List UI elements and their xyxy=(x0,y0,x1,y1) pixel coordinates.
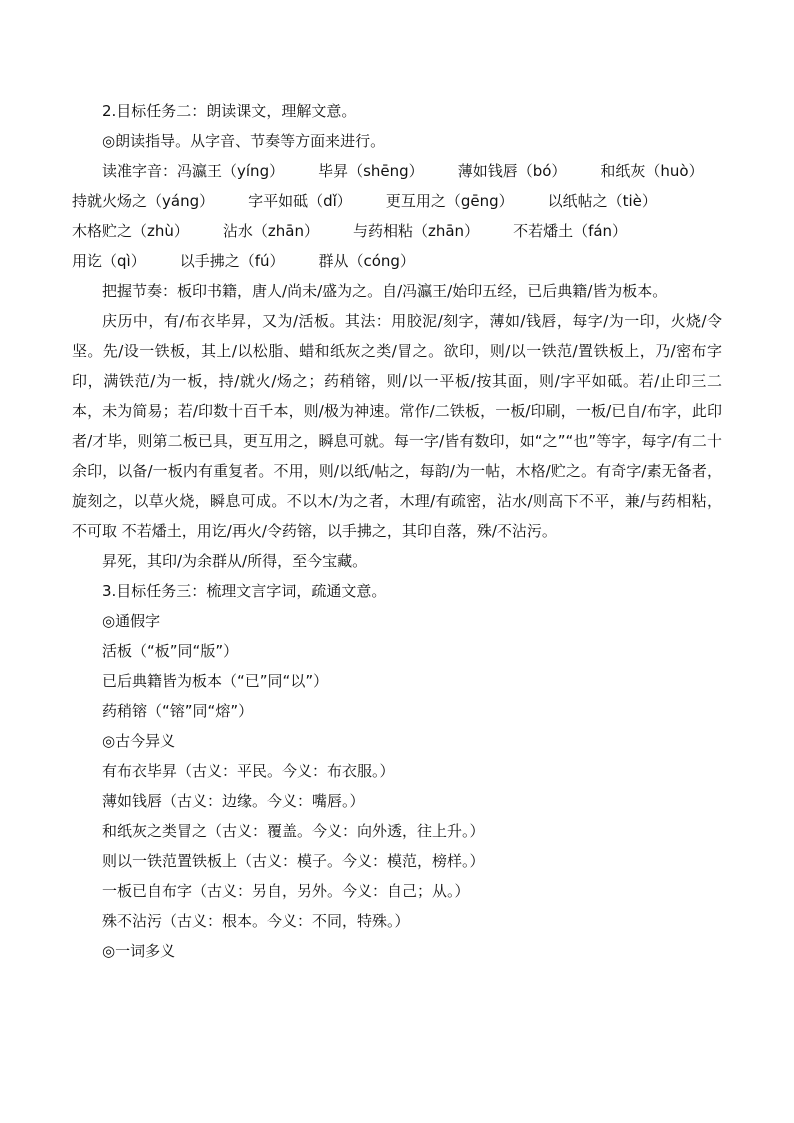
rhythm-label: 把握节奏： xyxy=(102,282,178,300)
list-item: 活板（“板”同“版”） xyxy=(102,642,239,660)
pronunciation-row-4 xyxy=(72,246,722,276)
rhythm-text: 板印书籍，唐人/尚未/盛为之。自/冯瀛王/始印五经，已后典籍/皆为板本。 xyxy=(177,282,668,300)
tongjia-title: ◎通假字 xyxy=(102,612,161,630)
pronunciation-item: 字平如砥（dǐ） xyxy=(248,192,352,210)
pronunciation-item: 群从（cóng） xyxy=(318,252,415,270)
pronunciation-item: 更互用之（gēng） xyxy=(385,192,514,210)
list-item: 药稍镕（“镕”同“熔”） xyxy=(102,702,254,720)
list-item: 和纸灰之类冒之（古义：覆盖。今义：向外透，往上升。） xyxy=(102,822,485,840)
pronunciation-item: 不若燔土（fán） xyxy=(513,222,628,240)
task3-heading: 3.目标任务三：梳理文言字词，疏通文意。 xyxy=(102,582,387,600)
pronunciation-item: 沾水（zhān） xyxy=(222,222,319,240)
pronunciation-item: 木格贮之（zhù） xyxy=(72,222,189,240)
pronunciation-item: 以纸帖之（tiè） xyxy=(547,192,657,210)
list-item: 殊不沾污（古义：根本。今义：不同，特殊。） xyxy=(102,912,410,930)
list-item: 已后典籍皆为板本（“已”同“以”） xyxy=(102,672,329,690)
pronunciation-item: 持就火炀之（yáng） xyxy=(72,192,215,210)
gujin-title: ◎古今异义 xyxy=(102,732,176,750)
pronunciation-item: 以手拂之（fú） xyxy=(179,252,285,270)
main-passage: 庆历中，有/布衣毕昇，又为/活板。其法：用胶泥/刻字，薄如/钱唇，每字/为一印，火烧/令坚。先/设一铁板，其上/以松脂、蜡和纸灰之类/冒之。欲印，则/以一铁范/置铁板上，乃/密布字印，满铁范/为一板，持/就火/炀之；药稍镕，则/以一平板/按其面，则/字平如砥。若/止印三二本，未为简易；若/印数十百千本，则/极为神速。常作/二铁板，一板/印刷，一板/已自/布字，此印者/才毕，则第二板已具，更互用之，瞬息可就。每一字/皆有数印，如“之”“也”等字，每字/有二十余印，以备/一板内有重复者。不用，则/以纸/帖之，每韵/为一帖，木格/贮之。有奇字/素无备者，旋刻之，以草火烧，瞬息可成。不以木/为之者，木理/有疏密，沾水/则高下不平，兼/与药相粘，不可取 不若燔土，用讫/再火/令药镕，以手拂之，其印自落，殊/不沾污。 xyxy=(72,312,722,540)
reading-guide: ◎朗读指导。从字音、节奏等方面来进行。 xyxy=(102,132,386,150)
pronunciation-row-1 xyxy=(72,156,722,186)
document-page xyxy=(72,96,722,966)
pronunciation-item: 与药相粘（zhān） xyxy=(352,222,480,240)
pronunciation-item: 薄如钱唇（bó） xyxy=(457,162,567,180)
pronunciation-item: 和纸灰（huò） xyxy=(600,162,704,180)
pronunciation-row-3 xyxy=(72,216,722,246)
list-item: 一板已自布字（古义：另自，另外。今义：自己；从。） xyxy=(102,882,470,900)
list-item: 则以一铁范置铁板上（古义：模子。今义：模范，榜样。） xyxy=(102,852,485,870)
rhythm-line xyxy=(72,276,722,306)
pronunciation-item: 用讫（qì） xyxy=(72,252,146,270)
ending-passage: 昇死，其印/为余群从/所得，至今宝藏。 xyxy=(102,552,368,570)
pronunciation-label: 读准字音： xyxy=(102,162,178,180)
list-item: 薄如钱唇（古义：边缘。今义：嘴唇。） xyxy=(102,792,365,810)
pronunciation-item: 冯瀛王（yíng） xyxy=(177,162,285,180)
pronunciation-row-2 xyxy=(72,186,722,216)
task2-heading: 2.目标任务二：朗读课文，理解文意。 xyxy=(102,102,357,120)
yici-title: ◎一词多义 xyxy=(102,942,176,960)
pronunciation-item: 毕昇（shēng） xyxy=(318,162,424,180)
list-item: 有布衣毕昇（古义：平民。今义：布衣服。） xyxy=(102,762,395,780)
